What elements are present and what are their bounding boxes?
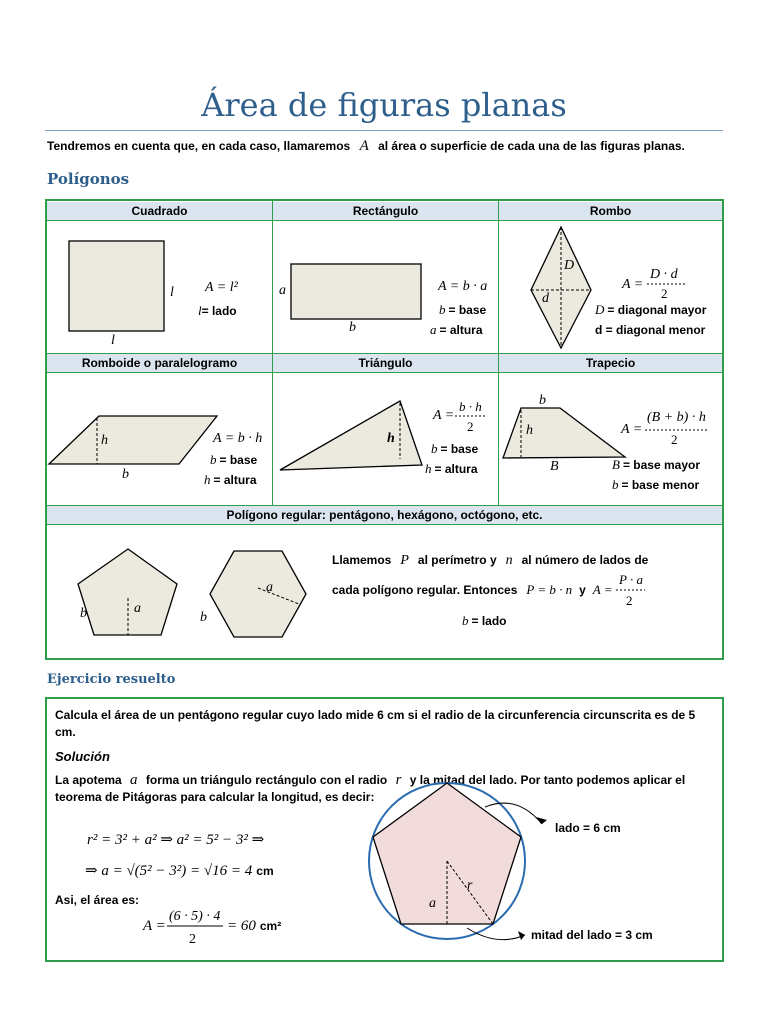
half-arrow-head [518, 931, 525, 940]
polygons-heading: Polígonos [47, 170, 130, 188]
rectangle-height-label: a [279, 283, 286, 298]
triangle-legend-1: b = base [431, 441, 479, 456]
equation-3-den: 2 [189, 932, 196, 947]
equation-2: ⇒ a = √(5² − 3²) = √16 = 4 cm [85, 863, 274, 879]
trapezoid-formula-den: 2 [671, 432, 678, 447]
square-legend: l= lado [198, 303, 237, 318]
rectangle-legend-1: b = base [439, 302, 487, 317]
equation-3-right: = 60 cm² [227, 918, 282, 934]
rectangle-base-label: b [349, 320, 356, 335]
triangle-legend-2: h = altura [425, 461, 478, 476]
intro-symbol: A [359, 138, 369, 154]
header-rectangle: Rectángulo [273, 202, 498, 220]
rhombus-legend-1: D = diagonal mayor [595, 302, 707, 317]
square-formula: A = l² [205, 280, 238, 295]
rhomboid-shape [49, 416, 217, 464]
trapezoid-small-base-label: b [539, 393, 546, 408]
header-square: Cuadrado [47, 202, 272, 220]
exercise-statement: Calcula el área de un pentágono regular cuyo lado mide 6 cm si el radio de la circunferencia circunscrita es de 5 cm. [55, 708, 696, 739]
rectangle-shape [291, 264, 421, 319]
triangle-shape [280, 401, 422, 470]
polygons-figures [47, 201, 722, 658]
regular-line-3: b = lado [462, 613, 507, 628]
header-trapezoid: Trapecio [499, 354, 722, 372]
rectangle-formula: A = b · a [438, 279, 488, 294]
pentagon-side-label: b [80, 606, 87, 621]
regular-line-1: Llamemos P al perímetro y n al número de lados de [332, 553, 649, 568]
p1-text-1: La apotema [55, 773, 122, 787]
header-regular-polygon: Polígono regular: pentágono, hexágono, octógono, etc. [47, 506, 722, 524]
p1-text-2: forma un triángulo rectángulo con el radio [145, 773, 388, 787]
regular-line-2: cada polígono regular. Entonces P = b · n y A = [332, 582, 613, 597]
solution-label: Solución [55, 749, 110, 764]
trapezoid-formula-num: (B + b) · h [647, 410, 706, 425]
rhombus-legend-2: d = diagonal menor [595, 323, 706, 337]
square-side-right: l [170, 285, 174, 300]
page-title: Área de figuras planas [201, 86, 567, 124]
diagram-apothem-label: a [429, 896, 436, 911]
rhomboid-height-label: h [101, 433, 108, 448]
polygons-table [45, 199, 724, 660]
rhomboid-legend-2: h = altura [204, 472, 257, 487]
diagram-half-label: mitad del lado = 3 cm [531, 928, 653, 942]
trapezoid-big-base-label: B [550, 459, 559, 474]
trapezoid-legend-1: B = base mayor [612, 457, 700, 472]
rhombus-formula-num: D · d [650, 267, 678, 282]
title-rule [45, 130, 723, 131]
rhombus-formula-left: A = [622, 277, 644, 292]
hexagon-apothem-label: a [266, 580, 273, 595]
rhombus-d-label: d [542, 291, 549, 306]
p1-var-r: r [395, 772, 402, 788]
square-shape [69, 241, 164, 331]
equation-3-left: A = [143, 918, 166, 934]
rhomboid-formula: A = b · h [213, 431, 263, 446]
hexagon-side-label: b [200, 610, 207, 625]
trapezoid-legend-2: b = base menor [612, 477, 700, 492]
header-triangle: Triángulo [273, 354, 498, 372]
diagram-side-label: lado = 6 cm [555, 821, 621, 835]
solution-figures [47, 699, 722, 960]
trapezoid-formula-left: A = [621, 422, 643, 437]
intro-text [47, 138, 685, 155]
trapezoid-height-label: h [526, 423, 533, 438]
equation-1: r² = 3² + a² ⇒ a² = 5² − 3² ⇒ [87, 832, 265, 848]
rhomboid-base-label: b [122, 467, 129, 482]
header-rhomboid: Romboide o paralelogramo [47, 354, 272, 372]
intro-after: al área o superficie de cada una de las figuras planas. [378, 139, 685, 153]
side-arrow-head [536, 817, 547, 824]
pentagon-shape [78, 549, 177, 635]
rhomboid-legend-1: b = base [210, 452, 258, 467]
header-rhombus: Rombo [499, 202, 722, 220]
rhombus-formula-den: 2 [661, 286, 668, 301]
rhombus-D-label: D [564, 258, 575, 273]
exercise-heading: Ejercicio resuelto [47, 672, 176, 687]
triangle-formula-den: 2 [467, 419, 474, 434]
regular-area-num: P · a [619, 572, 643, 587]
triangle-formula-left: A = [433, 408, 455, 423]
intro-before: Tendremos en cuenta que, en cada caso, llamaremos [47, 139, 351, 153]
triangle-formula-num: b · h [459, 399, 482, 414]
area-intro: Asi, el área es: [55, 893, 140, 907]
square-side-bottom: l [111, 333, 115, 348]
regular-area-den: 2 [626, 593, 633, 608]
hexagon-shape [210, 551, 306, 637]
triangle-height-label: h [387, 431, 395, 446]
exercise-box [45, 697, 724, 962]
p1-text-3: y la mitad del lado. Por tanto podemos aplicar el teorema de Pitágoras para calcular la longitud, es decir: [55, 773, 686, 804]
diagram-radius-label: r [467, 878, 473, 893]
p1-var-a: a [130, 772, 138, 788]
pentagon-apothem-label: a [134, 601, 141, 616]
rectangle-legend-2: a = altura [430, 322, 483, 337]
equation-3-num: (6 · 5) · 4 [169, 909, 221, 924]
